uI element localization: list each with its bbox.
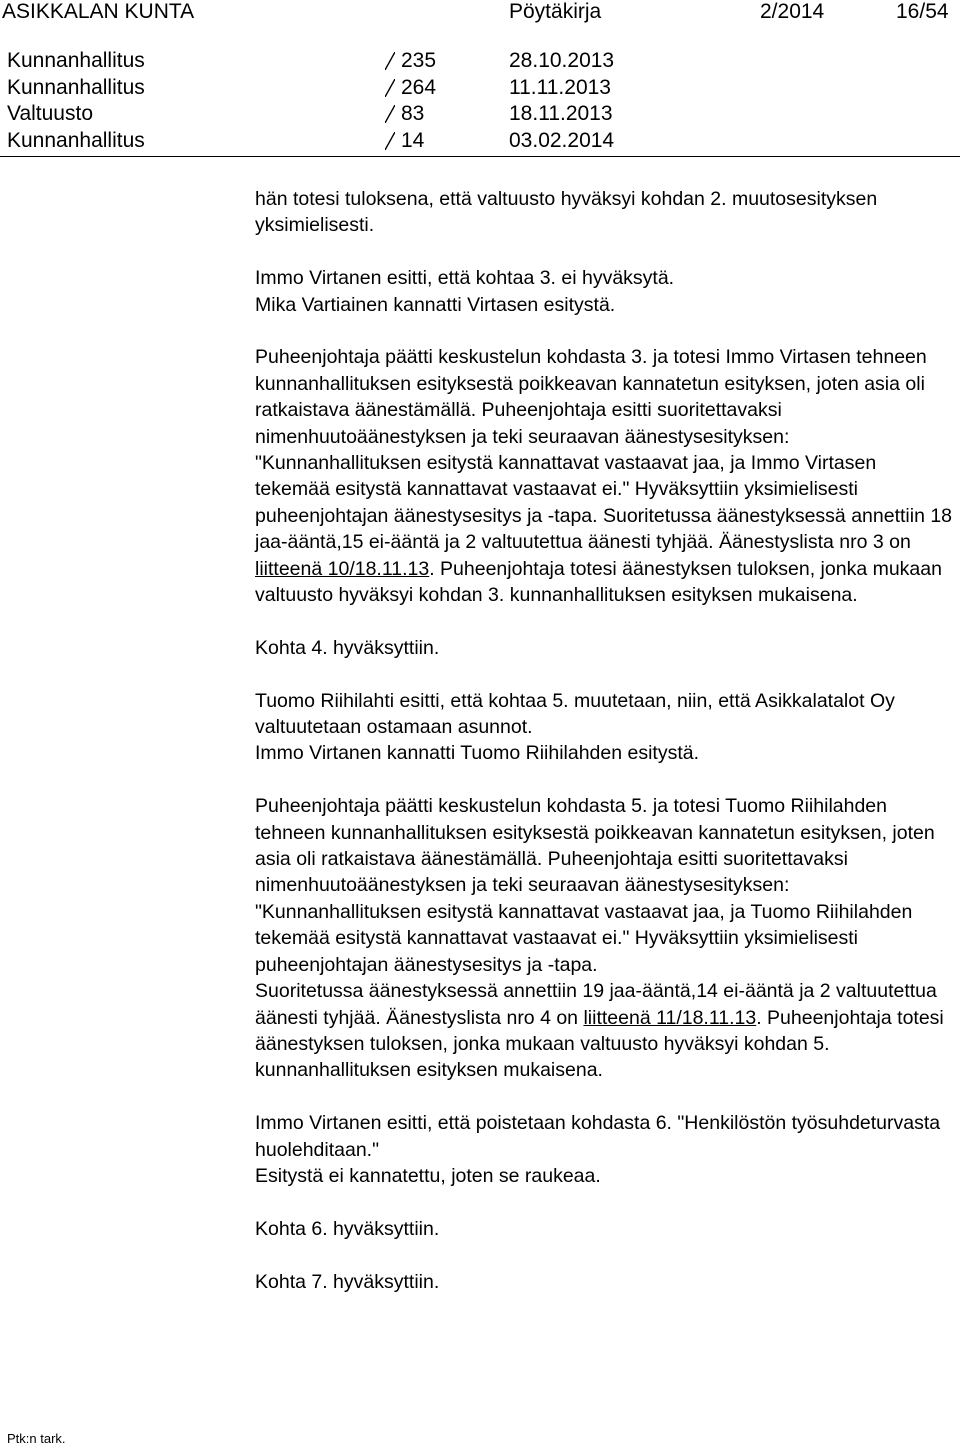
document-number: 2/2014 xyxy=(760,0,825,23)
attachment-link[interactable]: liitteenä 10/18.11.13 xyxy=(255,557,430,580)
paragraph: Immo Virtanen esitti, että poistetaan kohdasta 6. "Henkilöstön työsuhdeturvasta huolehditaan." xyxy=(255,1112,941,1161)
meta-row: Kunnanhallitus 264 11.11.2013 xyxy=(0,75,960,102)
paragraph: Immo Virtanen esitti, että kohtaa 3. ei hyväksytä. xyxy=(255,267,675,290)
paragraph: Esitystä ei kannatettu, joten se raukeaa. xyxy=(255,1164,601,1187)
meeting-date: 28.10.2013 xyxy=(509,49,615,72)
footer-label: Ptk:n tark. xyxy=(7,1431,66,1446)
paragraph: Immo Virtanen kannatti Tuomo Riihilahden esitystä. xyxy=(255,742,700,765)
paragraph: Kohta 4. hyväksyttiin. xyxy=(255,636,440,659)
organ-name: Kunnanhallitus xyxy=(7,75,145,99)
organization-name: ASIKKALAN KUNTA xyxy=(2,0,195,23)
paragraph: Puheenjohtaja päätti keskustelun kohdasta 3. ja totesi Immo Virtasen tehneen kunnanhallituksen esityksestä poikkeavan kannatetun esityksen, joten asia oli ratkaistava äänestämällä. Puheenjohtaja esitti suoritettavaksi nimenhuutoäänestyksen ja teki seuraavan äänestysesityksen: "Kunnanhallituksen esitystä kannattavat vastaavat jaa, ja Immo Virtasen tekemää esitystä kannattavat vastaavat ei." Hyväksyttiin yksimielisesti puheenjohtajan äänestysesitys ja -tapa. Suoritetussa äänestyksessä annettiin 18 jaa-ääntä,15 ei-ääntä ja 2 valtuutettua äänesti tyhjää. Äänestyslista nro 3 on liitteenä 10/18.11.13. Puheenjohtaja totesi äänestyksen tuloksen, jonka mukaan valtuusto hyväksyi kohdan 3. kunnanhallituksen esityksen mukaisena. xyxy=(255,346,953,607)
meta-row: Kunnanhallitus 235 28.10.2013 xyxy=(0,48,960,75)
paragraph: Kohta 6. hyväksyttiin. xyxy=(255,1217,440,1240)
minutes-body xyxy=(255,186,955,1321)
paragraph: Tuomo Riihilahti esitti, että kohtaa 5. muutetaan, niin, että Asikkalatalot Oy valtuutetaan ostamaan asunnot. xyxy=(255,689,895,739)
meta-row: Valtuusto 83 18.11.2013 xyxy=(0,101,960,128)
header-divider xyxy=(0,156,960,157)
organ-name: Kunnanhallitus xyxy=(7,128,145,152)
paragraph: Mika Vartiainen kannatti Virtasen esitystä. xyxy=(255,293,616,316)
paragraph: Kohta 7. hyväksyttiin. xyxy=(255,1270,440,1293)
paragraph: Suoritetussa äänestyksessä annettiin 19 jaa-ääntä,14 ei-ääntä ja 2 valtuutettua äänesti tyhjää. Äänestyslista nro 4 on liitteenä 11/18.11.13. Puheenjohtaja totesi äänestyksen tuloksen, jonka mukaan valtuusto hyväksyi kohdan 5. kunnanhallituksen esityksen mukaisena. xyxy=(255,980,944,1082)
paragraph: Puheenjohtaja päätti keskustelun kohdasta 5. ja totesi Tuomo Riihilahden tehneen kunnanhallituksen esityksestä poikkeavan kannatetun esityksen, joten asia oli ratkaistava äänestämällä. Puheenjohtaja esitti suoritettavaksi nimenhuutoäänestyksen ja teki seuraavan äänestysesityksen: "Kunnanhallituksen esitystä kannattavat vastaavat jaa, ja Tuomo Riihilahden tekemää esitystä kannattavat vastaavat ei." Hyväksyttiin yksimielisesti puheenjohtajan äänestysesitys ja -tapa. xyxy=(255,795,935,976)
meeting-history xyxy=(0,48,960,154)
meta-row: Kunnanhallitus 14 03.02.2014 xyxy=(0,128,960,155)
meeting-date: 11.11.2013 xyxy=(509,75,611,99)
page-header xyxy=(0,0,960,24)
organ-name: Valtuusto xyxy=(7,102,93,125)
paragraph: hän totesi tuloksena, että valtuusto hyväksyi kohdan 2. muutosesityksen yksimielisesti. xyxy=(255,188,878,237)
document-type: Pöytäkirja xyxy=(509,0,602,23)
meeting-date: 03.02.2014 xyxy=(509,128,615,152)
page-number: 16/54 xyxy=(896,0,949,23)
organ-name: Kunnanhallitus xyxy=(7,49,145,72)
meeting-date: 18.11.2013 xyxy=(509,102,613,125)
attachment-link[interactable]: liitteenä 11/18.11.13 xyxy=(583,1006,757,1029)
